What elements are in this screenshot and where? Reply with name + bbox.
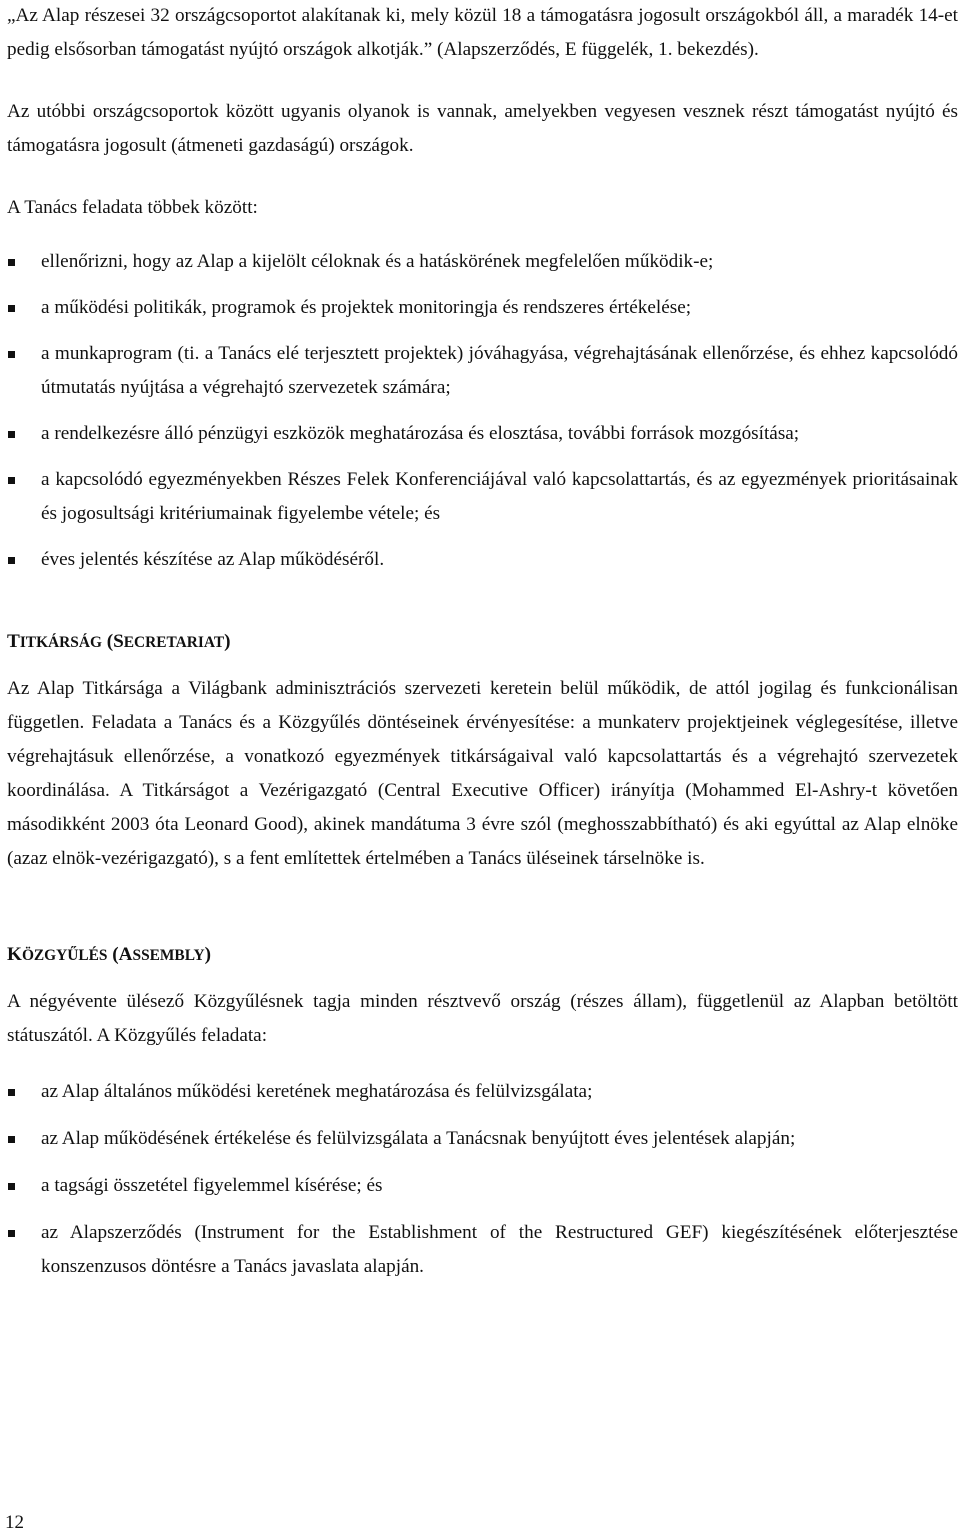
list-item: az Alap általános működési keretének meghatározása és felülvizsgálata; <box>7 1075 958 1109</box>
list-item: a rendelkezésre álló pénzügyi eszközök meghatározása és elosztása, további források mozgósítása; <box>7 417 958 451</box>
list-item: a működési politikák, programok és projektek monitoringja és rendszeres értékelése; <box>7 291 958 325</box>
assembly-heading: KÖZGYŰLÉS (ASSEMBLY) <box>7 944 212 965</box>
list-item: a munkaprogram (ti. a Tanács elé terjesztett projektek) jóváhagyása, végrehajtásának ellenőrzése, és ehhez kapcsolódó útmutatás nyújtása a végrehajtó szervezetek számára; <box>7 337 958 405</box>
secretariat-heading: TITKÁRSÁG (SECRETARIAT) <box>7 631 231 652</box>
council-task-list <box>7 245 958 577</box>
assembly-task-list <box>7 1075 958 1284</box>
page-number: 12 <box>5 1512 24 1533</box>
list-item: az Alap működésének értékelése és felülvizsgálata a Tanácsnak benyújtott éves jelentések alapján; <box>7 1122 958 1156</box>
square-bullet-icon <box>8 351 15 358</box>
square-bullet-icon <box>8 1183 15 1190</box>
list-item: az Alapszerződés (Instrument for the Establishment of the Restructured GEF) kiegészítésének előterjesztése konszenzusos döntésre a Tanács javaslata alapján. <box>7 1216 958 1284</box>
document-page <box>7 0 958 1284</box>
square-bullet-icon <box>8 431 15 438</box>
square-bullet-icon <box>8 259 15 266</box>
list-item: a tagsági összetétel figyelemmel kísérése; és <box>7 1169 958 1203</box>
square-bullet-icon <box>8 1230 15 1237</box>
list-item: ellenőrizni, hogy az Alap a kijelölt céloknak és a hatáskörének megfelelően működik-e; <box>7 245 958 279</box>
secretariat-body: Az Alap Titkársága a Világbank adminisztrációs szervezeti keretein belül működik, de attól jogilag és funkcionálisan független. Feladata a Tanács és a Közgyűlés döntéseinek érvényesítése: a munkaterv projektjeinek véglegesítése, illetve végrehajtásuk ellenőrzése, a vonatkozó egyezmények titkárságaival való kapcsolattartás és a végrehajtó szervezetek koordinálása. A Titkárságot a Vezérigazgató (Central Executive Officer) irányítja (Mohammed El-Ashry-t követően másodikként 2003 óta Leonard Good), akinek mandátuma 3 évre szól (meghosszabbítható) és aki egyúttal az Alap elnöke (azaz elnök-vezérigazgató), s a fent említettek értelmében a Tanács üléseinek társelnöke is. <box>7 678 958 869</box>
assembly-body: A négyévente ülésező Közgyűlésnek tagja minden résztvevő ország (részes állam), függetlenül az Alapban betöltött státuszától. A Közgyűlés feladata: <box>7 991 958 1046</box>
square-bullet-icon <box>8 1089 15 1096</box>
square-bullet-icon <box>8 557 15 564</box>
square-bullet-icon <box>8 477 15 484</box>
square-bullet-icon <box>8 1136 15 1143</box>
list-item: a kapcsolódó egyezményekben Részes Felek Konferenciájával való kapcsolattartás, és az egyezmények prioritásainak és jogosultsági kritériumainak figyelembe vétele; és <box>7 463 958 531</box>
list-item: éves jelentés készítése az Alap működéséről. <box>7 543 958 577</box>
mixed-groups-paragraph: Az utóbbi országcsoportok között ugyanis olyanok is vannak, amelyekben vegyesen vesznek részt támogatást nyújtó és támogatásra jogosult (átmeneti gazdaságú) országok. <box>7 101 958 156</box>
council-lead: A Tanács feladata többek között: <box>7 197 258 218</box>
square-bullet-icon <box>8 305 15 312</box>
intro-quote: „Az Alap részesei 32 országcsoportot alakítanak ki, mely közül 18 a támogatásra jogosult országokból áll, a maradék 14-et pedig elsősorban támogatást nyújtó országok alkotják.” (Alapszerződés, E függelék, 1. bekezdés). <box>7 5 958 60</box>
